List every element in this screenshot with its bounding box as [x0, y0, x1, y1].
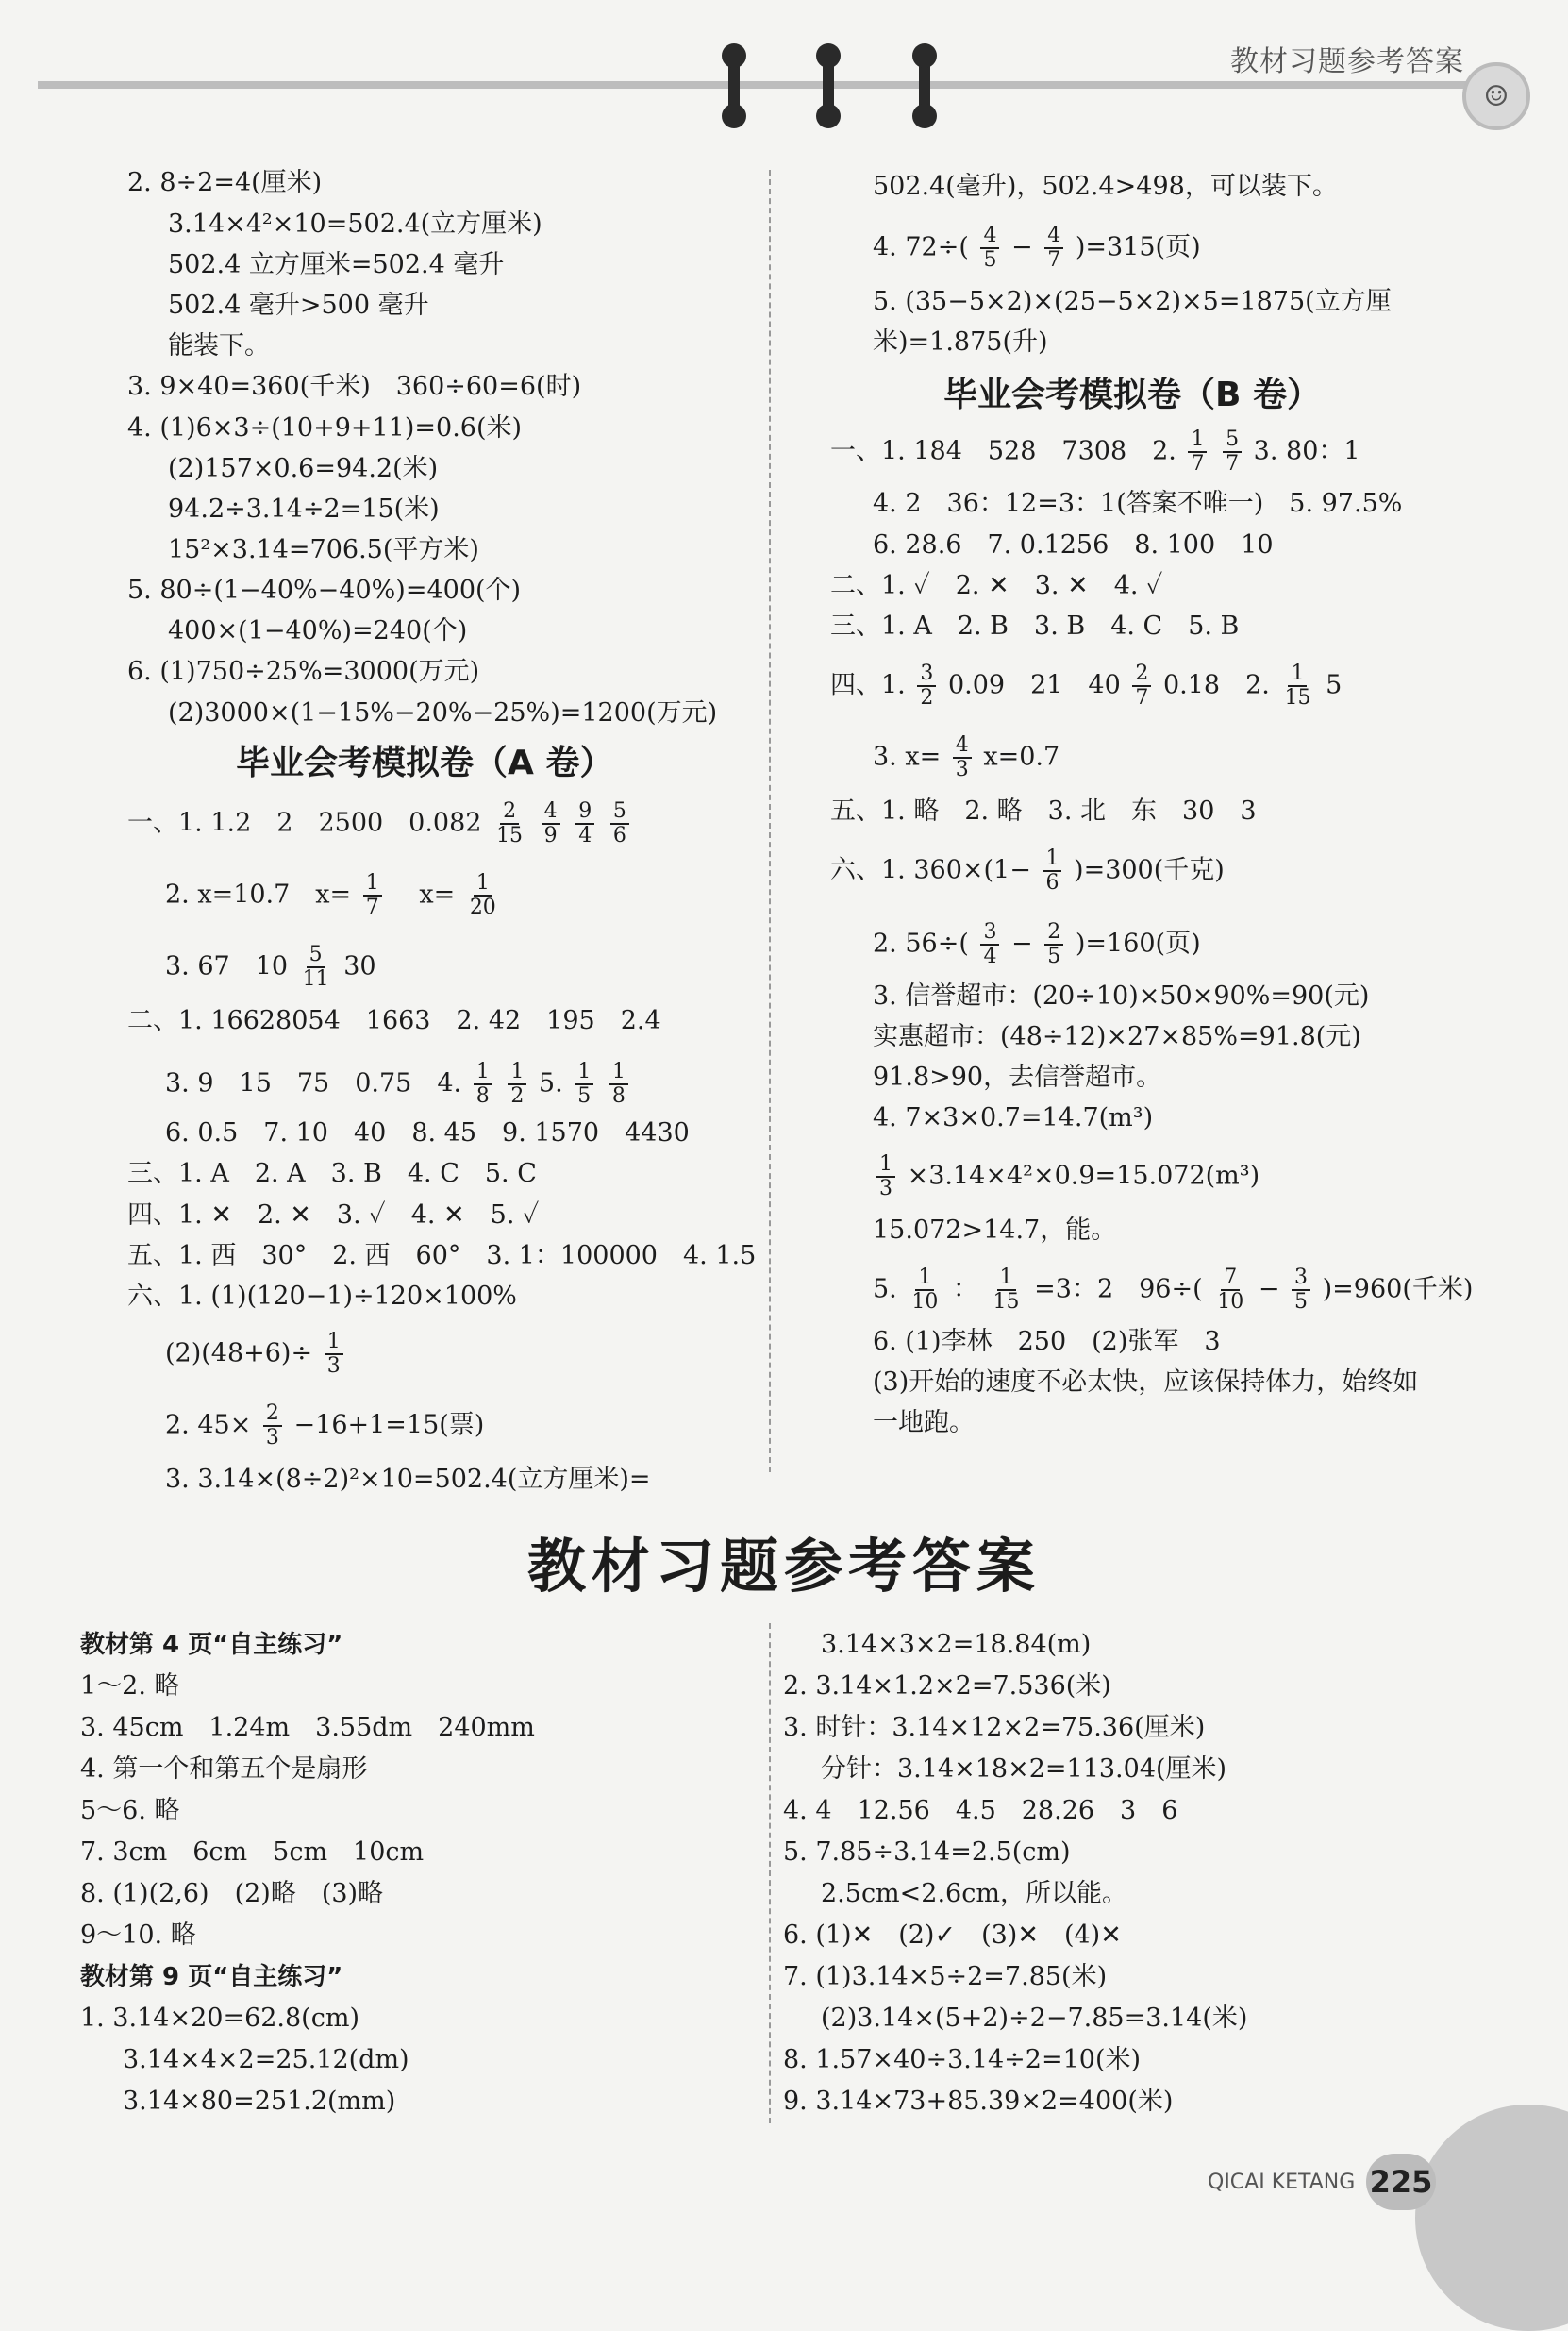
- denominator: 7: [365, 896, 379, 919]
- answer-text: −: [1011, 232, 1033, 262]
- fraction: [876, 1153, 895, 1200]
- fraction: [1223, 428, 1242, 476]
- answer-line: [830, 428, 1360, 476]
- answer-line: 2.5cm<2.6cm，所以能。: [821, 1879, 1127, 1908]
- numerator: 2: [500, 800, 519, 825]
- denominator: 6: [612, 824, 626, 847]
- denominator: 3: [265, 1426, 279, 1450]
- answer-line: 3. 信誉超市：(20÷10)×50×90%=90(元): [873, 981, 1370, 1011]
- fraction: [991, 1266, 1023, 1314]
- fraction: [300, 944, 332, 991]
- numerator: 4: [1044, 225, 1063, 249]
- column-divider: [769, 1623, 771, 2123]
- denominator: 4: [578, 824, 592, 847]
- answer-line: (3)开始的速度不必太快，应该保持体力，始终如: [873, 1367, 1419, 1397]
- answer-line: 9～10. 略: [80, 1920, 196, 1950]
- answer-text: 3. x=: [873, 742, 942, 772]
- fraction: [575, 1061, 593, 1108]
- denominator: 5: [577, 1084, 592, 1108]
- fraction: [909, 1266, 941, 1314]
- binder-ring: [728, 49, 740, 123]
- denominator: 3: [955, 758, 969, 781]
- answer-text: )=960(千米): [1322, 1274, 1474, 1304]
- fraction: [609, 1061, 628, 1108]
- answer-line: 91.8>90，去信誉超市。: [873, 1063, 1162, 1092]
- denominator: 6: [1045, 871, 1059, 895]
- fraction: [1214, 1266, 1246, 1314]
- denominator: 20: [469, 896, 496, 919]
- fraction: [263, 1402, 282, 1450]
- answer-text: )=315(页): [1075, 232, 1201, 262]
- answer-line: 三、1. A 2. A 3. B 4. C 5. C: [127, 1159, 537, 1188]
- fraction: [1132, 662, 1151, 710]
- numerator: 1: [325, 1331, 343, 1355]
- answer-line: 15.072>14.7，能。: [873, 1216, 1117, 1245]
- answer-line: 4. 4 12.56 4.5 28.26 3 6: [783, 1796, 1178, 1825]
- section-title-b: 毕业会考模拟卷（B 卷）: [943, 376, 1321, 414]
- fraction: [1281, 662, 1313, 710]
- answer-line: 3.14×3×2=18.84(m): [821, 1630, 1092, 1659]
- answer-line: 6. (1)750÷25%=3000(万元): [127, 657, 480, 686]
- answer-text: 0.09 21 40: [947, 670, 1121, 700]
- answer-line: 2. 8÷2=4(厘米): [127, 168, 323, 197]
- numerator: 9: [575, 800, 594, 825]
- numerator: 5: [1223, 428, 1242, 453]
- fraction: [1044, 921, 1063, 968]
- binder-ring: [823, 49, 834, 123]
- answer-line: 3. 时针：3.14×12×2=75.36(厘米): [783, 1713, 1206, 1742]
- fraction: [363, 872, 382, 919]
- answer-text: 3. 80：1: [1253, 436, 1360, 466]
- denominator: 2: [920, 686, 934, 710]
- answer-line: 6. (1)✕ (2)✓ (3)✕ (4)✕: [783, 1920, 1122, 1950]
- answer-text: 3. 9 15 75 0.75 4.: [165, 1068, 462, 1098]
- fraction: [953, 734, 972, 781]
- mascot-icon: ☺: [1462, 62, 1530, 130]
- denominator: 7: [1226, 452, 1240, 476]
- numerator: 1: [1043, 847, 1061, 872]
- answer-text: 3. 67 10: [165, 951, 289, 981]
- answer-line: 一地跑。: [873, 1408, 975, 1437]
- answer-line: 三、1. A 2. B 3. B 4. C 5. B: [830, 612, 1240, 641]
- answer-line: 6. 0.5 7. 10 40 8. 45 9. 1570 4430: [165, 1118, 690, 1148]
- denominator: 5: [1047, 945, 1061, 968]
- denominator: 7: [1047, 248, 1061, 272]
- answer-text: x=: [393, 880, 456, 910]
- answer-text: 六、1. 360×(1−: [830, 855, 1031, 885]
- fraction: [980, 225, 999, 272]
- answer-line: 3. 9×40=360(千米) 360÷60=6(时): [127, 372, 582, 401]
- denominator: 15: [496, 824, 524, 847]
- answer-line: 4. 第一个和第五个是扇形: [80, 1754, 368, 1784]
- answer-text: −: [1258, 1274, 1280, 1304]
- numerator: 7: [1221, 1266, 1240, 1291]
- fraction: [1044, 225, 1063, 272]
- denominator: 15: [993, 1290, 1020, 1314]
- numerator: 5: [307, 944, 325, 968]
- answer-line: 502.4(毫升)，502.4>498，可以装下。: [873, 172, 1338, 201]
- fraction: [493, 800, 525, 847]
- answer-line: 2. 3.14×1.2×2=7.536(米): [783, 1671, 1111, 1701]
- answer-line: [873, 921, 1201, 968]
- numerator: 1: [1188, 428, 1207, 453]
- denominator: 9: [543, 824, 558, 847]
- answer-line: 5. 7.85÷3.14=2.5(cm): [783, 1837, 1071, 1867]
- numerator: 4: [542, 800, 560, 825]
- header-title: 教材习题参考答案: [1230, 45, 1464, 78]
- answer-line: [873, 1266, 1473, 1314]
- answer-line: 502.4 立方厘米=502.4 毫升: [168, 250, 505, 279]
- column-divider: [769, 170, 771, 1472]
- numerator: 1: [915, 1266, 934, 1291]
- answer-line: 9. 3.14×73+85.39×2=400(米): [783, 2087, 1174, 2116]
- denominator: 15: [1284, 686, 1311, 710]
- numerator: 4: [953, 734, 972, 759]
- answer-line: 1～2. 略: [80, 1671, 180, 1701]
- fraction: [917, 662, 936, 710]
- denominator: 10: [1217, 1290, 1244, 1314]
- answer-line: 3.14×4×2=25.12(dm): [123, 2045, 409, 2074]
- fraction: [474, 1061, 492, 1108]
- numerator: 2: [1132, 662, 1151, 687]
- fraction: [1188, 428, 1207, 476]
- numerator: 1: [474, 872, 492, 897]
- answer-text: 4. 72÷(: [873, 232, 969, 262]
- answer-text: 2. x=10.7 x=: [165, 880, 352, 910]
- denominator: 2: [510, 1084, 525, 1108]
- answer-text: ：: [952, 1274, 978, 1304]
- fraction: [325, 1331, 343, 1378]
- corner-decoration: [1415, 2105, 1568, 2331]
- answer-line: [165, 944, 376, 991]
- answer-line: 5. 80÷(1−40%−40%)=400(个): [127, 576, 522, 605]
- binder-ring: [919, 49, 930, 123]
- numerator: 1: [997, 1266, 1016, 1291]
- denominator: 8: [475, 1084, 490, 1108]
- answer-line: 6. 28.6 7. 0.1256 8. 100 10: [873, 530, 1274, 560]
- answer-line: 二、1. 16628054 1663 2. 42 195 2.4: [127, 1006, 661, 1035]
- answer-text: −: [1011, 929, 1033, 959]
- answer-line: 4. 2 36：12=3：1(答案不唯一) 5. 97.5%: [873, 489, 1403, 518]
- answer-text: 0.18 2.: [1162, 670, 1270, 700]
- answer-line: 3.14×4²×10=502.4(立方厘米): [168, 210, 542, 239]
- answer-text: 四、1.: [830, 670, 906, 700]
- answer-line: [165, 1061, 632, 1108]
- answer-line: 3.14×80=251.2(mm): [123, 2087, 396, 2116]
- answer-text: 5.: [873, 1274, 897, 1304]
- answer-text: 2. 45×: [165, 1410, 252, 1440]
- numerator: 1: [508, 1061, 526, 1085]
- answer-text: 2. 56÷(: [873, 929, 969, 959]
- answer-text: )=300(千克): [1074, 855, 1225, 885]
- answer-line: 4. 7×3×0.7=14.7(m³): [873, 1103, 1154, 1132]
- answer-text: 30: [343, 951, 376, 981]
- answer-line: 六、1. (1)(120−1)÷120×100%: [127, 1282, 517, 1311]
- numerator: 1: [363, 872, 382, 897]
- numerator: 4: [980, 225, 999, 249]
- numerator: 2: [1044, 921, 1063, 946]
- answer-line: 1. 3.14×20=62.8(cm): [80, 2004, 359, 2033]
- numerator: 5: [610, 800, 629, 825]
- denominator: 10: [911, 1290, 939, 1314]
- page-number: 225: [1366, 2154, 1436, 2210]
- numerator: 1: [876, 1153, 895, 1178]
- fraction: [1292, 1266, 1310, 1314]
- answer-line: 3. 3.14×(8÷2)²×10=502.4(立方厘米)=: [165, 1465, 651, 1494]
- numerator: 1: [474, 1061, 492, 1085]
- answer-line: 分针：3.14×18×2=113.04(厘米): [821, 1754, 1227, 1784]
- fraction: [610, 800, 629, 847]
- answer-text: 5: [1326, 670, 1343, 700]
- denominator: 5: [983, 248, 997, 272]
- numerator: 1: [575, 1061, 593, 1085]
- fraction: [467, 872, 499, 919]
- answer-text: ×3.14×4²×0.9=15.072(m³): [907, 1161, 1260, 1191]
- subsection-heading: 教材第 4 页“自主练习”: [80, 1631, 343, 1659]
- denominator: 7: [1191, 452, 1205, 476]
- fraction: [980, 921, 999, 968]
- denominator: 11: [302, 967, 329, 991]
- subsection-heading: 教材第 9 页“自主练习”: [80, 1963, 343, 1991]
- answers-section-title: 教材习题参考答案: [526, 1532, 1041, 1601]
- answer-line: 能装下。: [168, 331, 270, 361]
- answer-line: 5～6. 略: [80, 1796, 180, 1825]
- answer-line: 3. 45cm 1.24m 3.55dm 240mm: [80, 1713, 535, 1742]
- answer-line: [830, 847, 1225, 895]
- answer-line: [830, 662, 1342, 710]
- answer-line: 8. (1)(2,6) (2)略 (3)略: [80, 1879, 384, 1908]
- answer-line: 五、1. 略 2. 略 3. 北 东 30 3: [830, 797, 1257, 826]
- answer-text: 一、1. 1.2 2 2500 0.082: [127, 808, 482, 838]
- answer-line: [873, 225, 1201, 272]
- denominator: 7: [1135, 686, 1149, 710]
- answer-line: 实惠超市：(48÷12)×27×85%=91.8(元): [873, 1022, 1361, 1051]
- answer-line: 米)=1.875(升): [873, 327, 1048, 357]
- denominator: 3: [326, 1354, 341, 1378]
- answer-text: −16+1=15(票): [293, 1410, 485, 1440]
- denominator: 3: [879, 1177, 892, 1200]
- answer-text: 5.: [538, 1068, 563, 1098]
- denominator: 8: [611, 1084, 626, 1108]
- answer-line: 502.4 毫升>500 毫升: [168, 291, 429, 320]
- answer-line: 五、1. 西 30° 2. 西 60° 3. 1：100000 4. 1.5: [127, 1241, 757, 1270]
- denominator: 5: [1294, 1290, 1309, 1314]
- answer-line: [165, 872, 503, 919]
- answer-line: 4. (1)6×3÷(10+9+11)=0.6(米): [127, 413, 523, 443]
- numerator: 3: [980, 921, 999, 946]
- answer-text: )=160(页): [1075, 929, 1201, 959]
- section-title-a: 毕业会考模拟卷（A 卷）: [236, 744, 614, 782]
- fraction: [1043, 847, 1061, 895]
- answer-text: =3：2 96÷(: [1034, 1274, 1203, 1304]
- answer-line: 8. 1.57×40÷3.14÷2=10(米): [783, 2045, 1142, 2074]
- answer-line: (2)3000×(1−15%−20%−25%)=1200(万元): [168, 698, 718, 728]
- answer-text: 一、1. 184 528 7308 2.: [830, 436, 1176, 466]
- header-rule: [38, 81, 1493, 89]
- fraction: [508, 1061, 526, 1108]
- answer-line: (2)157×0.6=94.2(米): [168, 454, 439, 483]
- numerator: 3: [1292, 1266, 1310, 1291]
- fraction: [542, 800, 560, 847]
- answer-line: 400×(1−40%)=240(个): [168, 616, 468, 646]
- numerator: 1: [609, 1061, 628, 1085]
- answer-line: 15²×3.14=706.5(平方米): [168, 535, 479, 564]
- answer-line: 5. (35−5×2)×(25−5×2)×5=1875(立方厘: [873, 287, 1392, 316]
- answer-line: 7. (1)3.14×5÷2=7.85(米): [783, 1962, 1108, 1991]
- numerator: 3: [917, 662, 936, 687]
- answer-text: (2)(48+6)÷: [165, 1338, 313, 1368]
- footer-brand: QICAI KETANG: [1208, 2171, 1356, 2194]
- fraction: [575, 800, 594, 847]
- numerator: 2: [263, 1402, 282, 1427]
- answer-line: 四、1. ✕ 2. ✕ 3. ✓ 4. ✕ 5. ✓: [127, 1200, 540, 1230]
- numerator: 1: [1288, 662, 1307, 687]
- answer-line: [127, 800, 633, 847]
- denominator: 4: [983, 945, 997, 968]
- answer-text: x=0.7: [983, 742, 1060, 772]
- answer-line: [873, 1153, 1259, 1200]
- answer-line: [165, 1402, 484, 1450]
- answer-line: [873, 734, 1059, 781]
- answer-line: 二、1. ✓ 2. ✕ 3. ✕ 4. ✓: [830, 571, 1163, 600]
- answer-line: 94.2÷3.14÷2=15(米): [168, 495, 440, 524]
- answer-line: 6. (1)李林 250 (2)张军 3: [873, 1327, 1221, 1356]
- answer-line: [165, 1331, 347, 1378]
- answer-line: 7. 3cm 6cm 5cm 10cm: [80, 1837, 425, 1867]
- answer-line: (2)3.14×(5+2)÷2−7.85=3.14(米): [821, 2004, 1248, 2033]
